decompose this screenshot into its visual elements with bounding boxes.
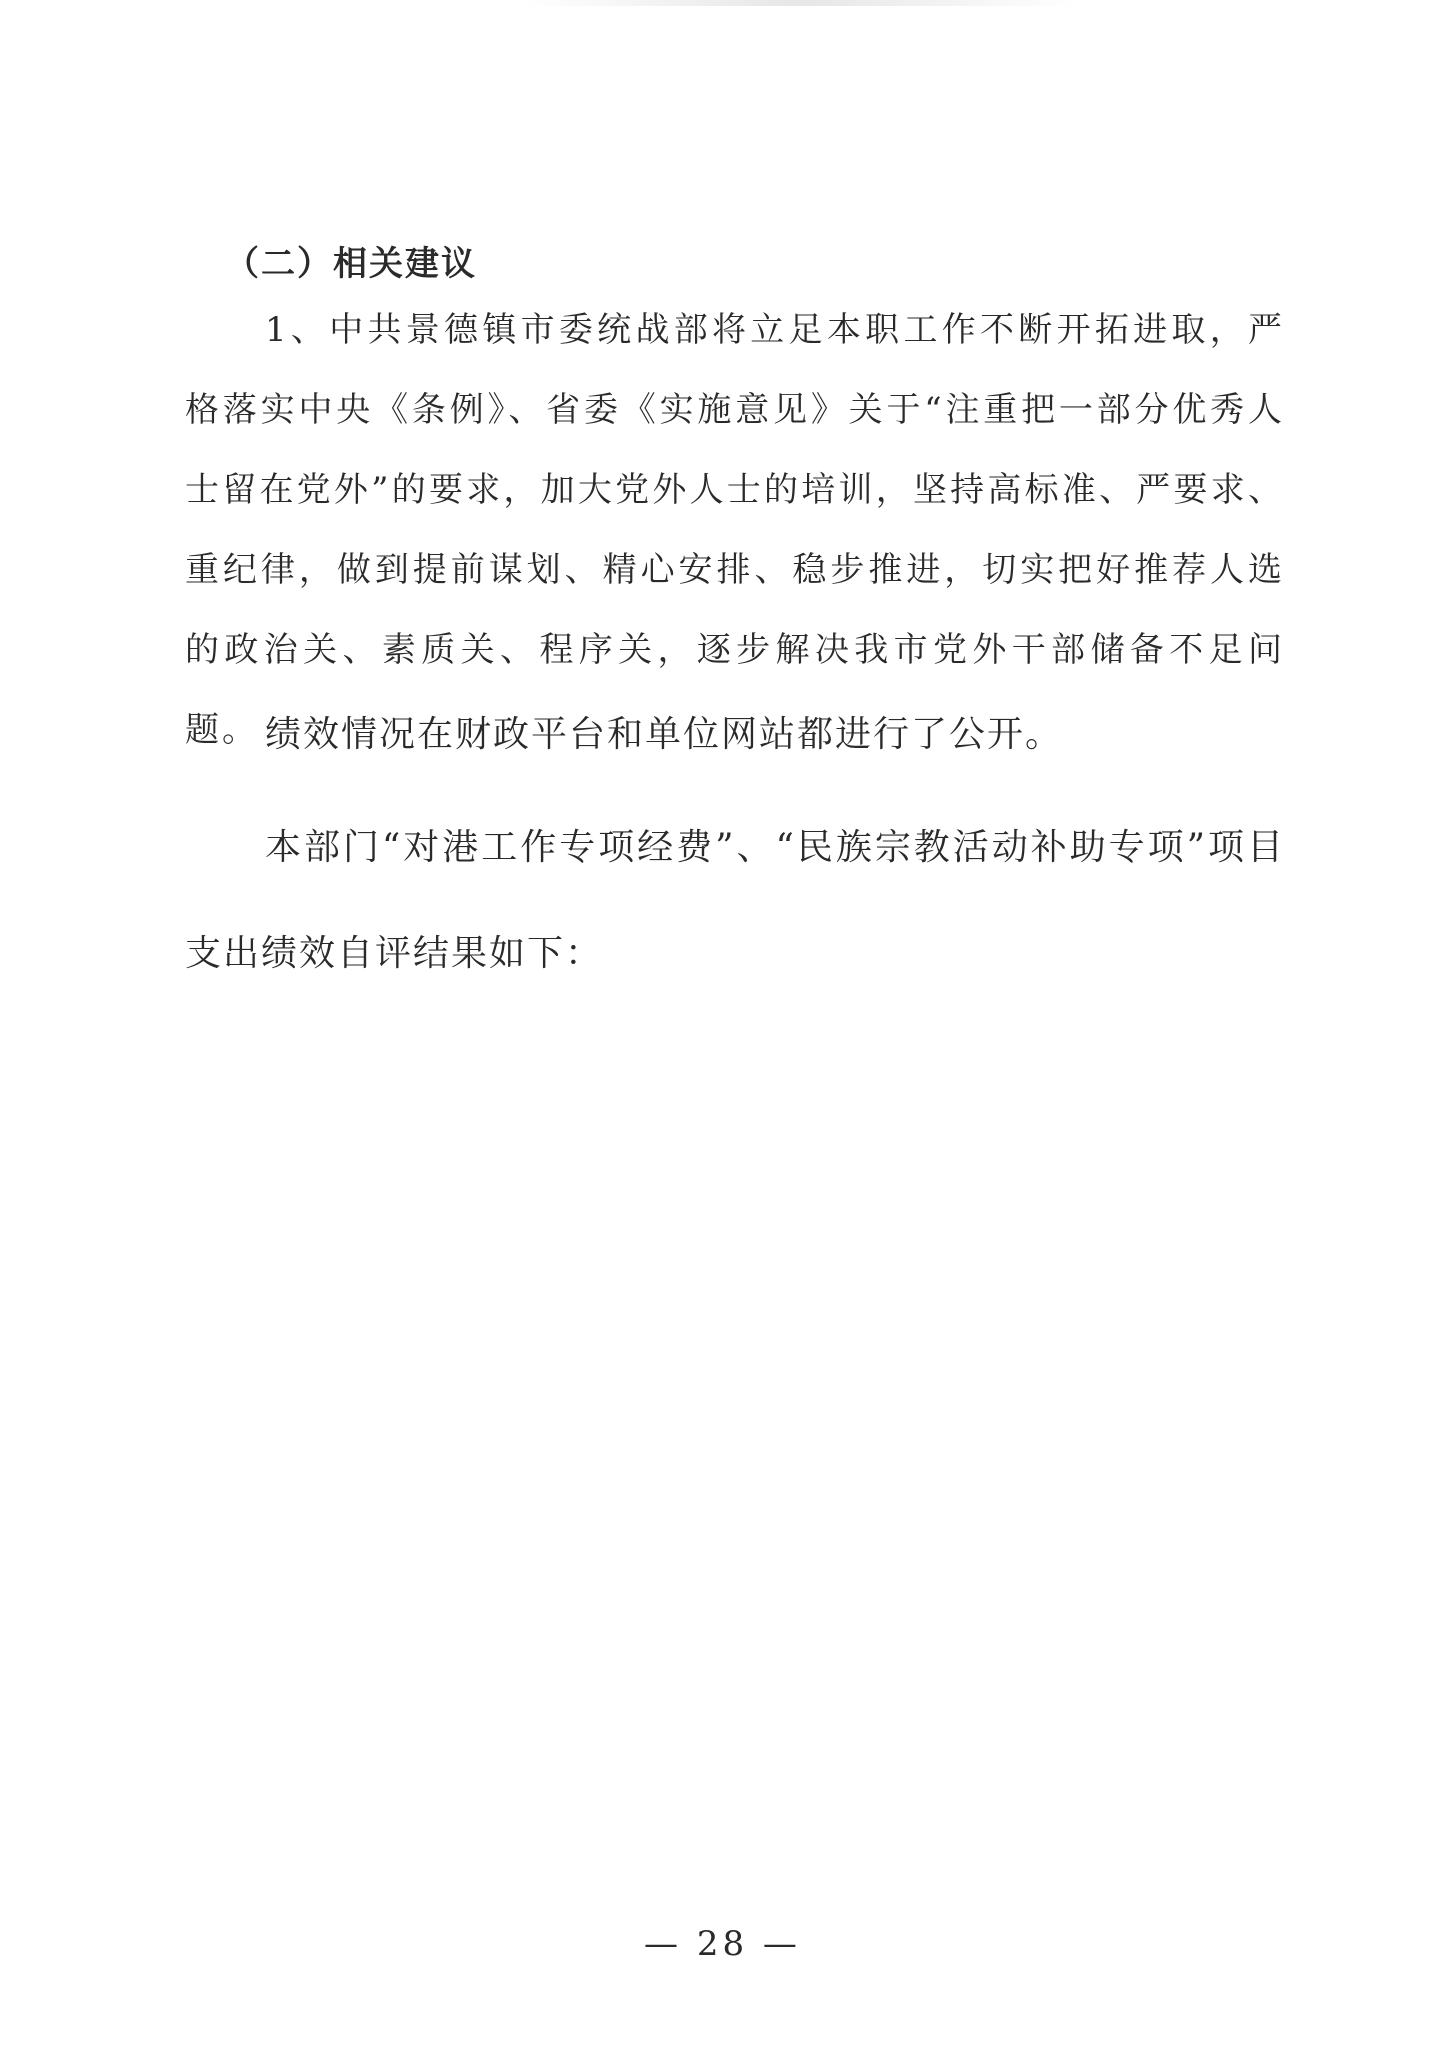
page-number: — 28 — xyxy=(644,1924,801,1964)
paragraph-recommendation-1: 1、中共景德镇市委统战部将立足本职工作不断开拓进取，严格落实中央《条例》、省委《实施意见》关于“注重把一部分优秀人士留在党外”的要求，加大党外人士的培训，坚持高标准、严要求、重纪律，做到提前谋划、精心安排、稳步推进，切实把好推荐人选的政治关、素质关、程序关，逐步解决我市党外干部储备不足问题。 xyxy=(185,310,1285,750)
section-heading: （二）相关建议 xyxy=(225,244,477,284)
paragraph-disclosure: 绩效情况在财政平台和单位网站都进行了公开。 xyxy=(265,714,1064,755)
scan-artifact xyxy=(520,0,1080,6)
paragraph-self-evaluation-intro: 本部门“对港工作专项经费”、“民族宗教活动补助专项”项目支出绩效自评结果如下： xyxy=(185,827,1285,974)
